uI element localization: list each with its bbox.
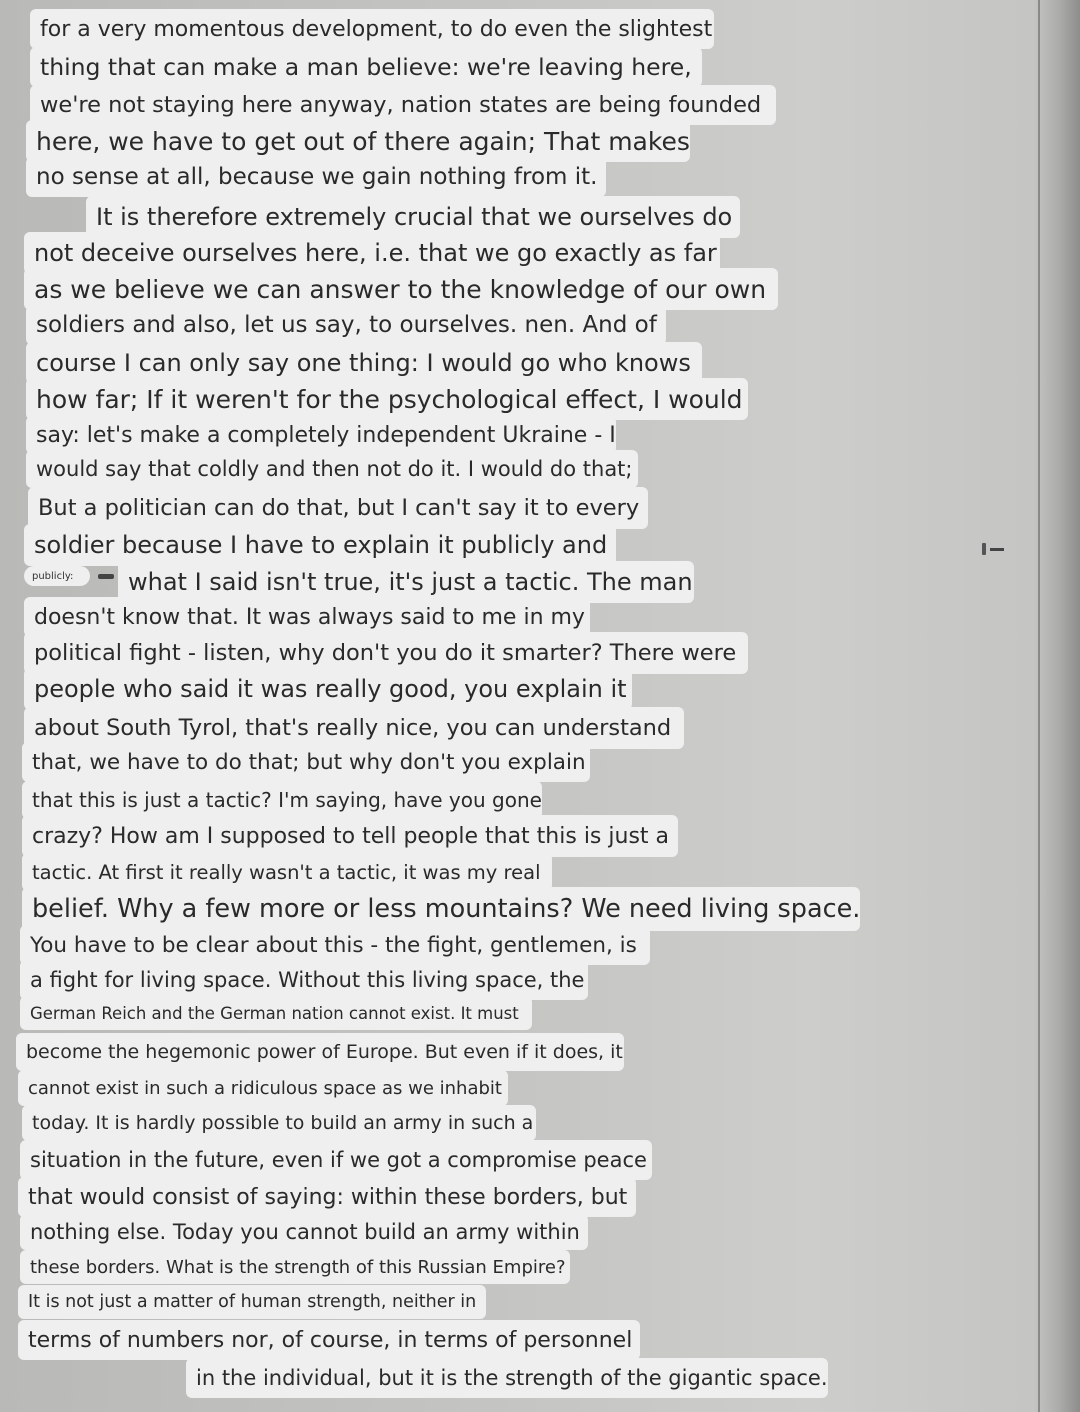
text-line: thing that can make a man believe: we're leaving here, [30,47,702,87]
text-line: German Reich and the German nation cannot exist. It must [20,996,532,1030]
text-line: here, we have to get out of there again; That makes [26,120,690,162]
page-edge-line [1038,0,1040,1412]
text-line: cannot exist in such a ridiculous space as we inhabit [18,1070,508,1106]
text-line: that would consist of saying: within these borders, but [18,1177,636,1217]
text-line: people who said it was really good, you explain it [24,668,632,710]
text-line: You have to be clear about this - the fight, gentlemen, is [20,925,650,965]
text-line: in the individual, but it is the strength of the gigantic space. [186,1358,828,1398]
margin-note-tag: publicly: [24,566,90,586]
text-line: would say that coldly and then not do it. I would do that; [26,450,638,488]
text-line: become the hegemonic power of Europe. But even if it does, it [16,1033,624,1071]
text-line: for a very momentous development, to do even the slightest [30,9,714,49]
text-line: how far; If it weren't for the psychological effect, I would [26,378,748,420]
text-line: But a politician can do that, but I can't say it to every [28,487,648,529]
text-line: crazy? How am I supposed to tell people that this is just a [22,815,678,857]
text-line: we're not staying here anyway, nation states are being founded [30,85,776,125]
text-line: these borders. What is the strength of this Russian Empire? [20,1250,570,1284]
text-line: terms of numbers nor, of course, in terms of personnel [18,1320,640,1360]
text-line: It is therefore extremely crucial that we ourselves do [86,196,740,238]
text-line: political fight - listen, why don't you do it smarter? There were [24,632,748,674]
margin-note-dash [98,574,114,579]
text-line: say: let's make a completely independent Ukraine - I [26,416,616,454]
margin-mark [982,543,986,555]
text-line: belief. Why a few more or less mountains? We need living space. [22,887,860,931]
text-line: not deceive ourselves here, i.e. that we go exactly as far [24,232,720,274]
text-line: nothing else. Today you cannot build an army within [20,1214,588,1250]
text-line: today. It is hardly possible to build an army in such a [22,1105,536,1141]
page-edge-shadow [1034,0,1080,1412]
text-line: soldiers and also, let us say, to ourselves. nen. And of [26,305,666,345]
text-line: doesn't know that. It was always said to me in my [24,597,590,637]
text-line: tactic. At first it really wasn't a tactic, it was my real [22,853,552,891]
text-line: about South Tyrol, that's really nice, you can understand [24,707,684,749]
text-line: no sense at all, because we gain nothing from it. [26,157,606,197]
text-line: that, we have to do that; but why don't you explain [22,742,590,782]
text-line: soldier because I have to explain it publicly and [24,524,616,566]
text-line: as we believe we can answer to the knowledge of our own [24,268,778,310]
text-line: It is not just a matter of human strength, neither in [18,1285,486,1319]
text-line: situation in the future, even if we got a compromise peace [20,1140,652,1180]
text-line: course I can only say one thing: I would go who knows [26,342,702,384]
text-line: what I said isn't true, it's just a tactic. The man [118,561,694,603]
text-line: a fight for living space. Without this living space, the [20,960,588,1000]
text-line: that this is just a tactic? I'm saying, have you gone [22,781,542,819]
